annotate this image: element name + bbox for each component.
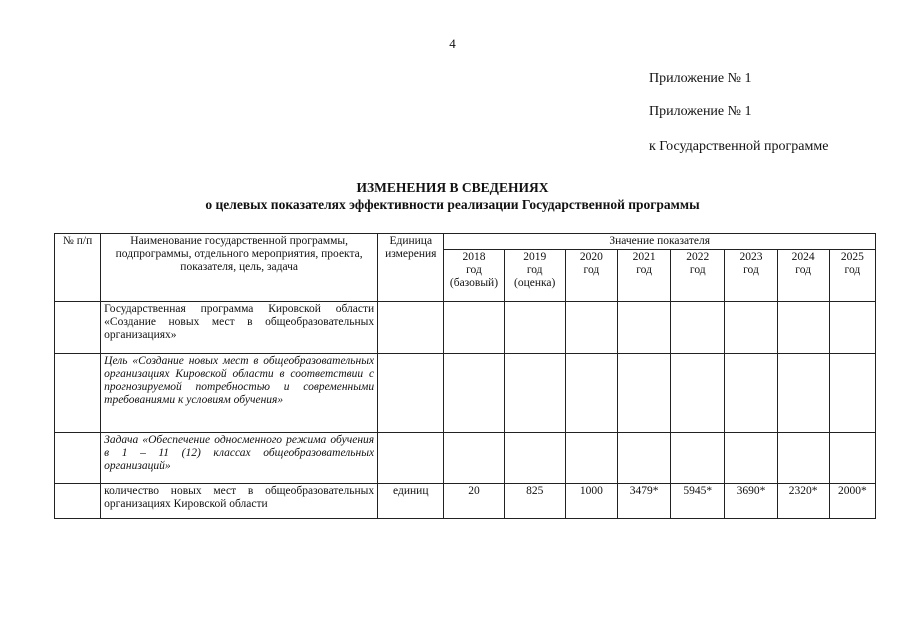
value-cell — [671, 354, 725, 433]
table-row — [55, 354, 876, 433]
value-cell — [725, 433, 777, 484]
year-header: 2024 год — [777, 250, 829, 302]
header-num: № п/п — [55, 234, 101, 302]
value-cell — [504, 302, 565, 354]
task-name: Задача «Обеспечение односменного режима обучения в 1 – 11 (12) классах общеобразовательных организаций» — [101, 433, 378, 484]
appendix-label: Приложение № 1 — [649, 71, 752, 86]
value-cell — [725, 354, 777, 433]
indicator-name: количество новых мест в общеобразовательных организациях Кировской области — [101, 484, 378, 519]
value-cell — [565, 302, 617, 354]
row-unit — [378, 354, 444, 433]
value-cell — [565, 433, 617, 484]
value-cell — [617, 302, 670, 354]
header-unit: Единица измерения — [378, 234, 444, 302]
value-cell — [829, 354, 875, 433]
title-line-2: о целевых показателях эффективности реализации Государственной программы — [205, 197, 700, 212]
value-cell: 825 — [504, 484, 565, 519]
value-cell — [777, 354, 829, 433]
indicators-table — [54, 233, 876, 519]
value-cell — [565, 354, 617, 433]
table-row — [55, 484, 876, 519]
value-cell: 3479* — [617, 484, 670, 519]
value-cell — [504, 354, 565, 433]
year-header: 2018 год (базовый) — [444, 250, 504, 302]
value-cell: 1000 — [565, 484, 617, 519]
year-header: 2022 год — [671, 250, 725, 302]
row-num — [55, 354, 101, 433]
row-num — [55, 484, 101, 519]
value-cell: 2000* — [829, 484, 875, 519]
appendix-label-repeat: Приложение № 1 — [649, 104, 752, 119]
value-cell — [617, 433, 670, 484]
table-row — [55, 302, 876, 354]
title-line-1: ИЗМЕНЕНИЯ В СВЕДЕНИЯХ — [356, 180, 549, 195]
year-header: 2023 год — [725, 250, 777, 302]
row-unit — [378, 302, 444, 354]
header-value: Значение показателя — [444, 234, 876, 250]
value-cell — [444, 433, 504, 484]
row-unit — [378, 433, 444, 484]
value-cell — [617, 354, 670, 433]
value-cell — [504, 433, 565, 484]
value-cell — [671, 433, 725, 484]
header-name: Наименование государственной программы, подпрограммы, отдельного мероприятия, проекта, показателя, цель, задача — [101, 234, 378, 302]
year-header: 2020 год — [565, 250, 617, 302]
year-header: 2019 год (оценка) — [504, 250, 565, 302]
year-header: 2021 год — [617, 250, 670, 302]
value-cell: 3690* — [725, 484, 777, 519]
document-title — [0, 179, 905, 213]
program-name: Государственная программа Кировской области «Создание новых мест в общеобразовательных организациях» — [101, 302, 378, 354]
value-cell — [829, 302, 875, 354]
value-cell — [671, 302, 725, 354]
goal-name: Цель «Создание новых мест в общеобразовательных организациях Кировской области в соответствии с прогнозируемой потребностью и современными требованиями к условиям обучения» — [101, 354, 378, 433]
value-cell — [777, 433, 829, 484]
header-row — [55, 234, 876, 250]
row-unit: единиц — [378, 484, 444, 519]
value-cell — [777, 302, 829, 354]
value-cell: 5945* — [671, 484, 725, 519]
appendix-reference: к Государственной программе — [649, 139, 829, 154]
value-cell — [725, 302, 777, 354]
page-number: 4 — [449, 36, 456, 51]
value-cell: 2320* — [777, 484, 829, 519]
row-num — [55, 302, 101, 354]
value-cell — [444, 302, 504, 354]
row-num — [55, 433, 101, 484]
year-header: 2025 год — [829, 250, 875, 302]
value-cell — [829, 433, 875, 484]
table-row — [55, 433, 876, 484]
value-cell: 20 — [444, 484, 504, 519]
value-cell — [444, 354, 504, 433]
